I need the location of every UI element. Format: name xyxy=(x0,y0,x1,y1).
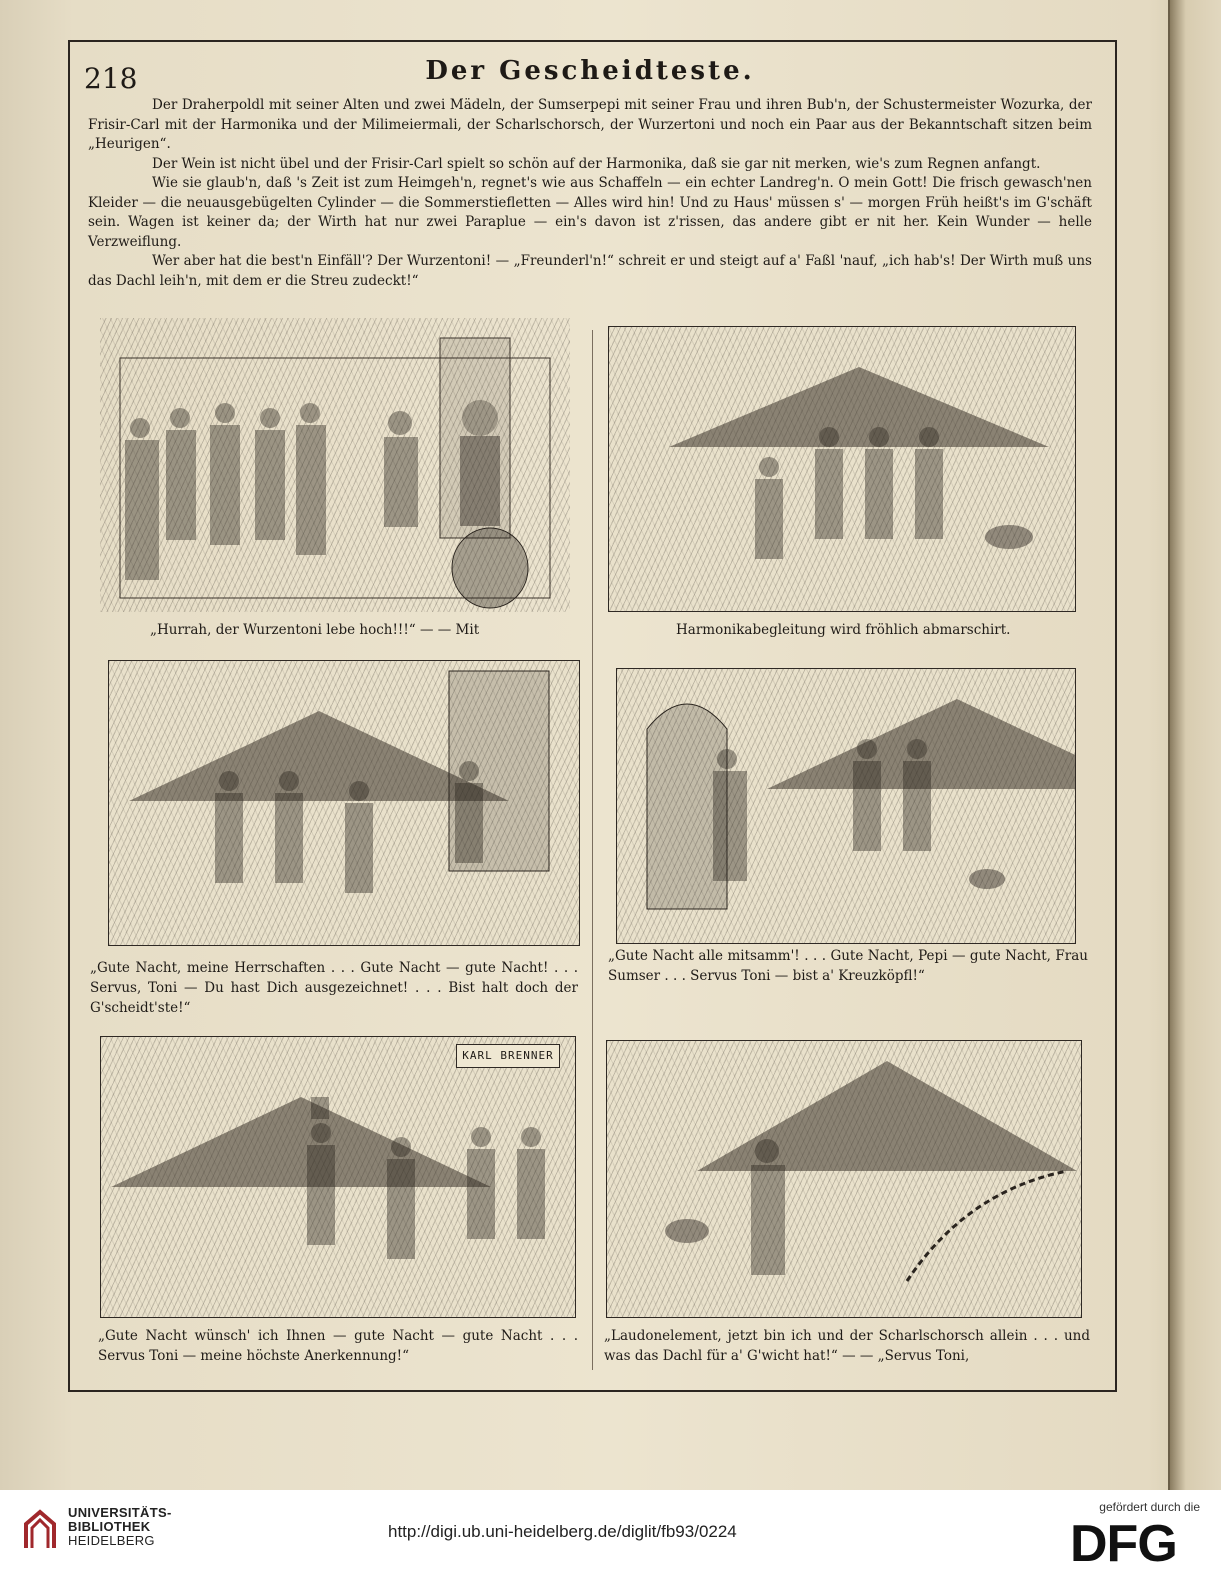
page-number: 218 xyxy=(84,62,138,95)
illustration-alone xyxy=(606,1040,1082,1318)
intro-paragraph: Wer aber hat die best'n Einfäll'? Der Wurzentoni! — „Freunderl'n!“ schreit er und steigt auf a' Faßl 'nauf, „ich hab's! Der Wirth muß uns das Dachl leih'n, mit dem er die Streu zudeckt!“ xyxy=(88,253,1092,289)
intro-text xyxy=(88,96,1092,291)
intro-paragraph: Der Draherpoldl mit seiner Alten und zwei Mädeln, der Sumserpepi mit seiner Frau und ihren Bub'n, der Schustermeister Wozurka, der Frisir-Carl mit der Harmonika und der Milimeiermali, der Scharlschorsch, der Wurzertoni und noch ein Paar aus der Bekanntschaft sitzen beim „Heurigen“. xyxy=(88,97,1092,152)
caption-panel3: „Gute Nacht, meine Herrschaften . . . Gute Nacht — gute Nacht! . . . Servus, Toni — Du hast Dich ausgezeichnet! . . . Bist halt doch der G'scheidt'ste!“ xyxy=(90,960,578,1016)
funding-note: gefördert durch die xyxy=(1099,1500,1200,1514)
illustration-tavern xyxy=(100,318,570,612)
shop-sign: KARL BRENNER xyxy=(456,1044,560,1068)
page-title: Der Gescheidteste. xyxy=(425,56,755,86)
caption-panel2: Harmonikabegleitung wird fröhlich abmarschirt. xyxy=(676,622,1011,638)
library-name[interactable] xyxy=(68,1506,172,1548)
dfg-logo[interactable]: DFG xyxy=(1070,1515,1177,1573)
intro-paragraph: Der Wein ist nicht übel und der Frisir-Carl spielt so schön auf der Harmonika, daß sie gar nit merken, wie's zum Regnen anfangt. xyxy=(152,155,1041,172)
next-page-edge xyxy=(1168,0,1221,1490)
university-library-logo-icon xyxy=(22,1508,58,1552)
library-line: UNIVERSITÄTS- xyxy=(68,1505,172,1520)
library-line: HEIDELBERG xyxy=(68,1533,155,1548)
caption-panel5: „Gute Nacht wünsch' ich Ihnen — gute Nacht — gute Nacht . . . Servus Toni — meine höchste Anerkennung!“ xyxy=(98,1328,578,1364)
caption-panel6: „Laudonelement, jetzt bin ich und der Scharlschorsch allein . . . und was das Dachl für a' G'wicht hat!“ — — „Servus Toni, xyxy=(604,1328,1090,1364)
arch-door-drawing xyxy=(617,669,1075,943)
library-line: BIBLIOTHEK xyxy=(68,1519,151,1534)
permalink-url[interactable]: http://digi.ub.uni-heidelberg.de/diglit/fb93/0224 xyxy=(388,1522,737,1541)
doorway-drawing xyxy=(109,661,579,945)
illustration-street xyxy=(100,1036,576,1318)
march-drawing xyxy=(609,327,1075,611)
column-divider xyxy=(592,330,593,1370)
illustration-arch-door xyxy=(616,668,1076,944)
alone-drawing xyxy=(607,1041,1081,1317)
caption-panel1: „Hurrah, der Wurzentoni lebe hoch!!!“ — — Mit xyxy=(150,622,480,638)
street-drawing xyxy=(101,1037,575,1317)
intro-paragraph: Wie sie glaub'n, daß 's Zeit ist zum Heimgeh'n, regnet's wie aus Schaffeln — ein echter Landreg'n. O mein Gott! Die frisch gewasch'nen Kleider — die neuausgebügelten Cylinder — die Sommerstiefletten — Alles wird hin! Und zu Haus' müssen s' — morgen Früh heißt's im G'schäft sein. Wagen ist keiner da; der Wirth hat nur zwei Paraplue — ein's davon ist z'rissen, das andere gibt er nit her. Kein Wunder — helle Verzweiflung. xyxy=(88,175,1092,250)
tavern-drawing xyxy=(100,318,570,612)
illustration-march xyxy=(608,326,1076,612)
illustration-doorway xyxy=(108,660,580,946)
caption-panel4: „Gute Nacht alle mitsamm'! . . . Gute Nacht, Pepi — gute Nacht, Frau Sumser . . . Servus Toni — bist a' Kreuzköpfl!“ xyxy=(608,948,1088,984)
